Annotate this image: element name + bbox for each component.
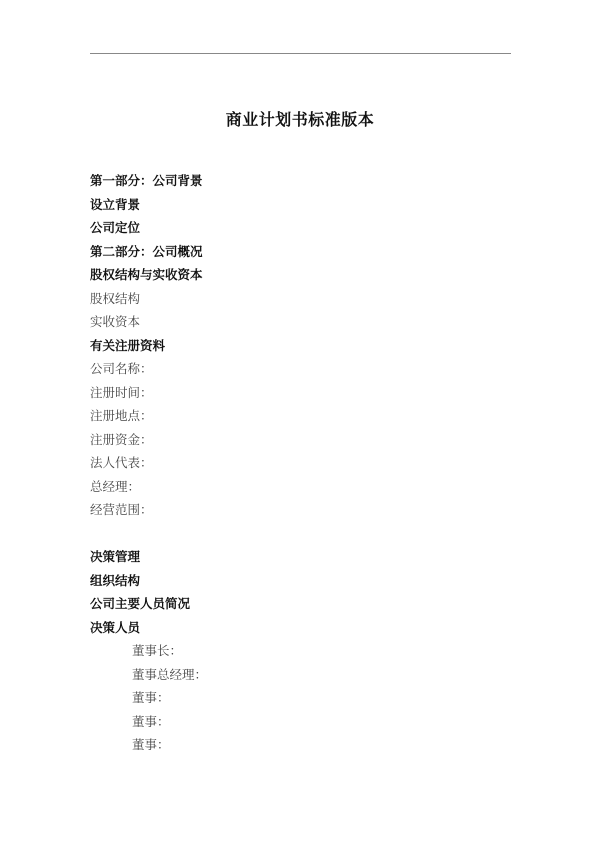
board-member-label: 董事长： — [132, 643, 183, 658]
field-label: 经营范围： — [90, 502, 153, 517]
section-heading: 组织结构 — [90, 573, 141, 588]
document-title: 商业计划书标准版本 — [225, 110, 375, 129]
board-member-label: 董事： — [132, 737, 170, 752]
field-label: 法人代表： — [90, 455, 153, 470]
field-label: 注册资金： — [90, 432, 153, 447]
body-line: 股权结构 — [90, 291, 141, 306]
board-member-label: 董事： — [132, 714, 170, 729]
section-heading: 公司主要人员简况 — [90, 596, 191, 611]
board-member-label: 董事总经理： — [132, 667, 208, 682]
field-label: 总经理： — [90, 479, 141, 494]
section-heading: 决策人员 — [90, 620, 141, 635]
field-label: 注册时间： — [90, 385, 153, 400]
field-label: 公司名称： — [90, 361, 153, 376]
field-label: 注册地点： — [90, 408, 153, 423]
body-line: 实收资本 — [90, 314, 141, 329]
section-heading: 决策管理 — [90, 549, 141, 564]
section-heading: 有关注册资料 — [90, 338, 166, 353]
board-member-label: 董事： — [132, 690, 170, 705]
section-heading: 股权结构与实收资本 — [90, 267, 203, 282]
section-heading-part-one: 第一部分：公司背景 — [90, 173, 203, 188]
section-heading: 公司定位 — [90, 220, 141, 235]
header-rule — [90, 53, 511, 54]
section-heading: 设立背景 — [90, 197, 141, 212]
section-heading-part-two: 第二部分：公司概况 — [90, 244, 203, 259]
